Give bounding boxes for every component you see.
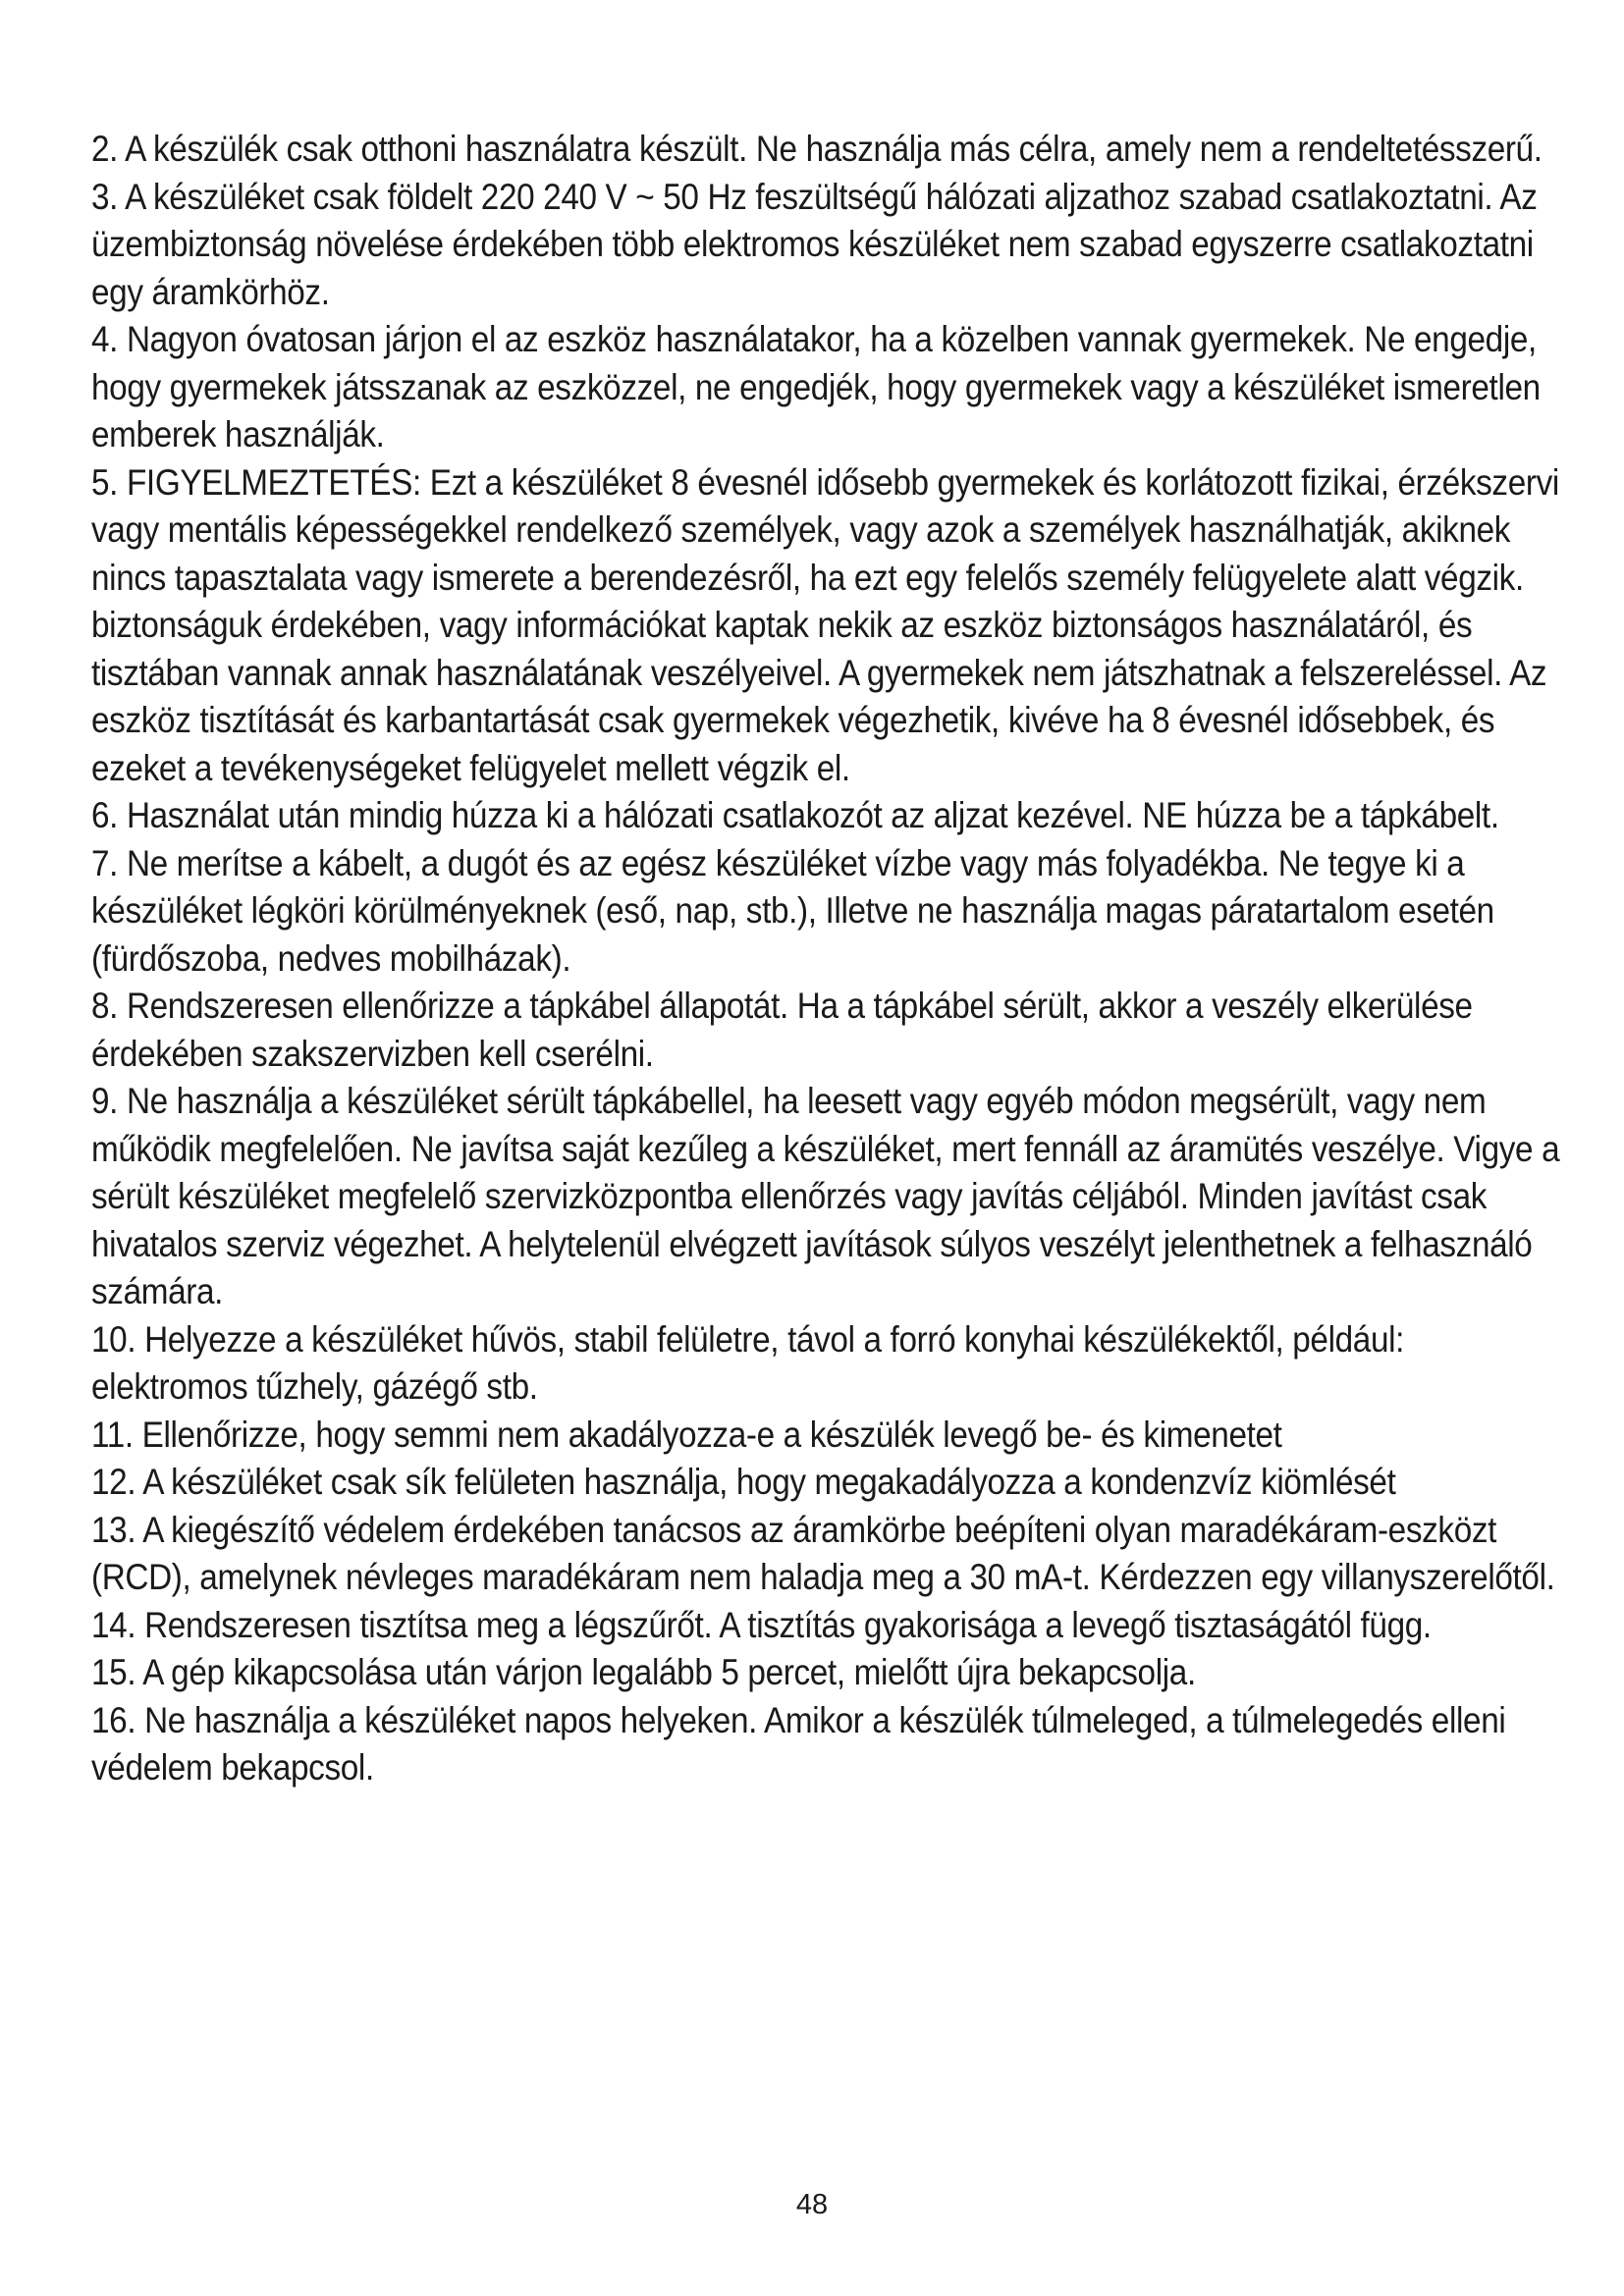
instruction-item-4: 4. Nagyon óvatosan járjon el az eszköz használatakor, ha a közelben vannak gyermekek. Ne engedje, hogy gyermekek játsszanak az eszközzel, ne engedjék, hogy gyermekek vagy a készüléket ismeretlen emberek használják. [91, 319, 1541, 454]
page-number: 48 [795, 2189, 829, 2220]
instruction-item-13: 13. A kiegészítő védelem érdekében tanácsos az áramkörbe beépíteni olyan maradékáram-eszközt (RCD), amelynek névleges maradékáram nem haladja meg a 30 mA-t. Kérdezzen egy villanyszerelőtől. [91, 1509, 1555, 1597]
instruction-item-10: 10. Helyezze a készüléket hűvös, stabil felületre, távol a forró konyhai készülékektől, például: elektromos tűzhely, gázégő stb. [91, 1318, 1405, 1407]
instruction-item-6: 6. Használat után mindig húzza ki a hálózati csatlakozót az aljzat kezével. NE húzza be a tápkábelt. [91, 795, 1499, 835]
instruction-item-11: 11. Ellenőrizze, hogy semmi nem akadályozza-e a készülék levegő be- és kimenetet [91, 1414, 1282, 1455]
instructions-list [91, 126, 1560, 1792]
instruction-item-5: 5. FIGYELMEZTETÉS: Ezt a készüléket 8 évesnél idősebb gyermekek és korlátozott fizikai, érzékszervi vagy mentális képességekkel rendelkező személyek, vagy azok a személyek használhatják, akiknek nincs tapasztalata vagy ismerete a berendezésről, ha ezt egy felelős személy felügyelete alatt végzik. biztonságuk érdekében, vagy információkat kaptak nekik az eszköz biztonságos használatáról, és tisztában vannak annak használatának veszélyeivel. A gyermekek nem játszhatnak a felszereléssel. Az eszköz tisztítását és karbantartását csak gyermekek végezhetik, kivéve ha 8 évesnél idősebbek, és ezeket a tevékenységeket felügyelet mellett végzik el. [91, 461, 1559, 788]
instruction-item-15: 15. A gép kikapcsolása után várjon legalább 5 percet, mielőtt újra bekapcsolja. [91, 1652, 1196, 1692]
instruction-item-14: 14. Rendszeresen tisztítsa meg a légszűrőt. A tisztítás gyakorisága a levegő tisztaságától függ. [91, 1604, 1432, 1645]
instruction-item-2: 2. A készülék csak otthoni használatra készült. Ne használja más célra, amely nem a rendeltetésszerű. [91, 129, 1543, 169]
instruction-item-7: 7. Ne merítse a kábelt, a dugót és az egész készüléket vízbe vagy más folyadékba. Ne tegye ki a készüléket légköri körülményeknek (eső, nap, stb.), Illetve ne használja magas páratartalom esetén (fürdőszoba, nedves mobilházak). [91, 842, 1494, 979]
instruction-item-3: 3. A készüléket csak földelt 220 240 V ~ 50 Hz feszültségű hálózati aljzathoz szabad csatlakoztatni. Az üzembiztonság növelése érdekében több elektromos készüléket nem szabad egyszerre csatlakoztatni egy áramkörhöz. [91, 176, 1538, 312]
instruction-item-8: 8. Rendszeresen ellenőrizze a tápkábel állapotát. Ha a tápkábel sérült, akkor a veszély elkerülése érdekében szakszervizben kell cserélni. [91, 986, 1473, 1074]
instruction-item-16: 16. Ne használja a készüléket napos helyeken. Amikor a készülék túlmeleged, a túlmelegedés elleni védelem bekapcsol. [91, 1699, 1506, 1788]
instruction-item-9: 9. Ne használja a készüléket sérült tápkábellel, ha leesett vagy egyéb módon megsérült, vagy nem működik megfelelően. Ne javítsa saját kezűleg a készüléket, mert fennáll az áramütés veszélye. Vigye a sérült készüléket megfelelő szervizközpontba ellenőrzés vagy javítás céljából. Minden javítást csak hivatalos szerviz végezhet. A helytelenül elvégzett javítások súlyos veszélyt jelenthetnek a felhasználó számára. [91, 1081, 1560, 1311]
instruction-item-12: 12. A készüléket csak sík felületen használja, hogy megakadályozza a kondenzvíz kiömlését [91, 1462, 1396, 1502]
